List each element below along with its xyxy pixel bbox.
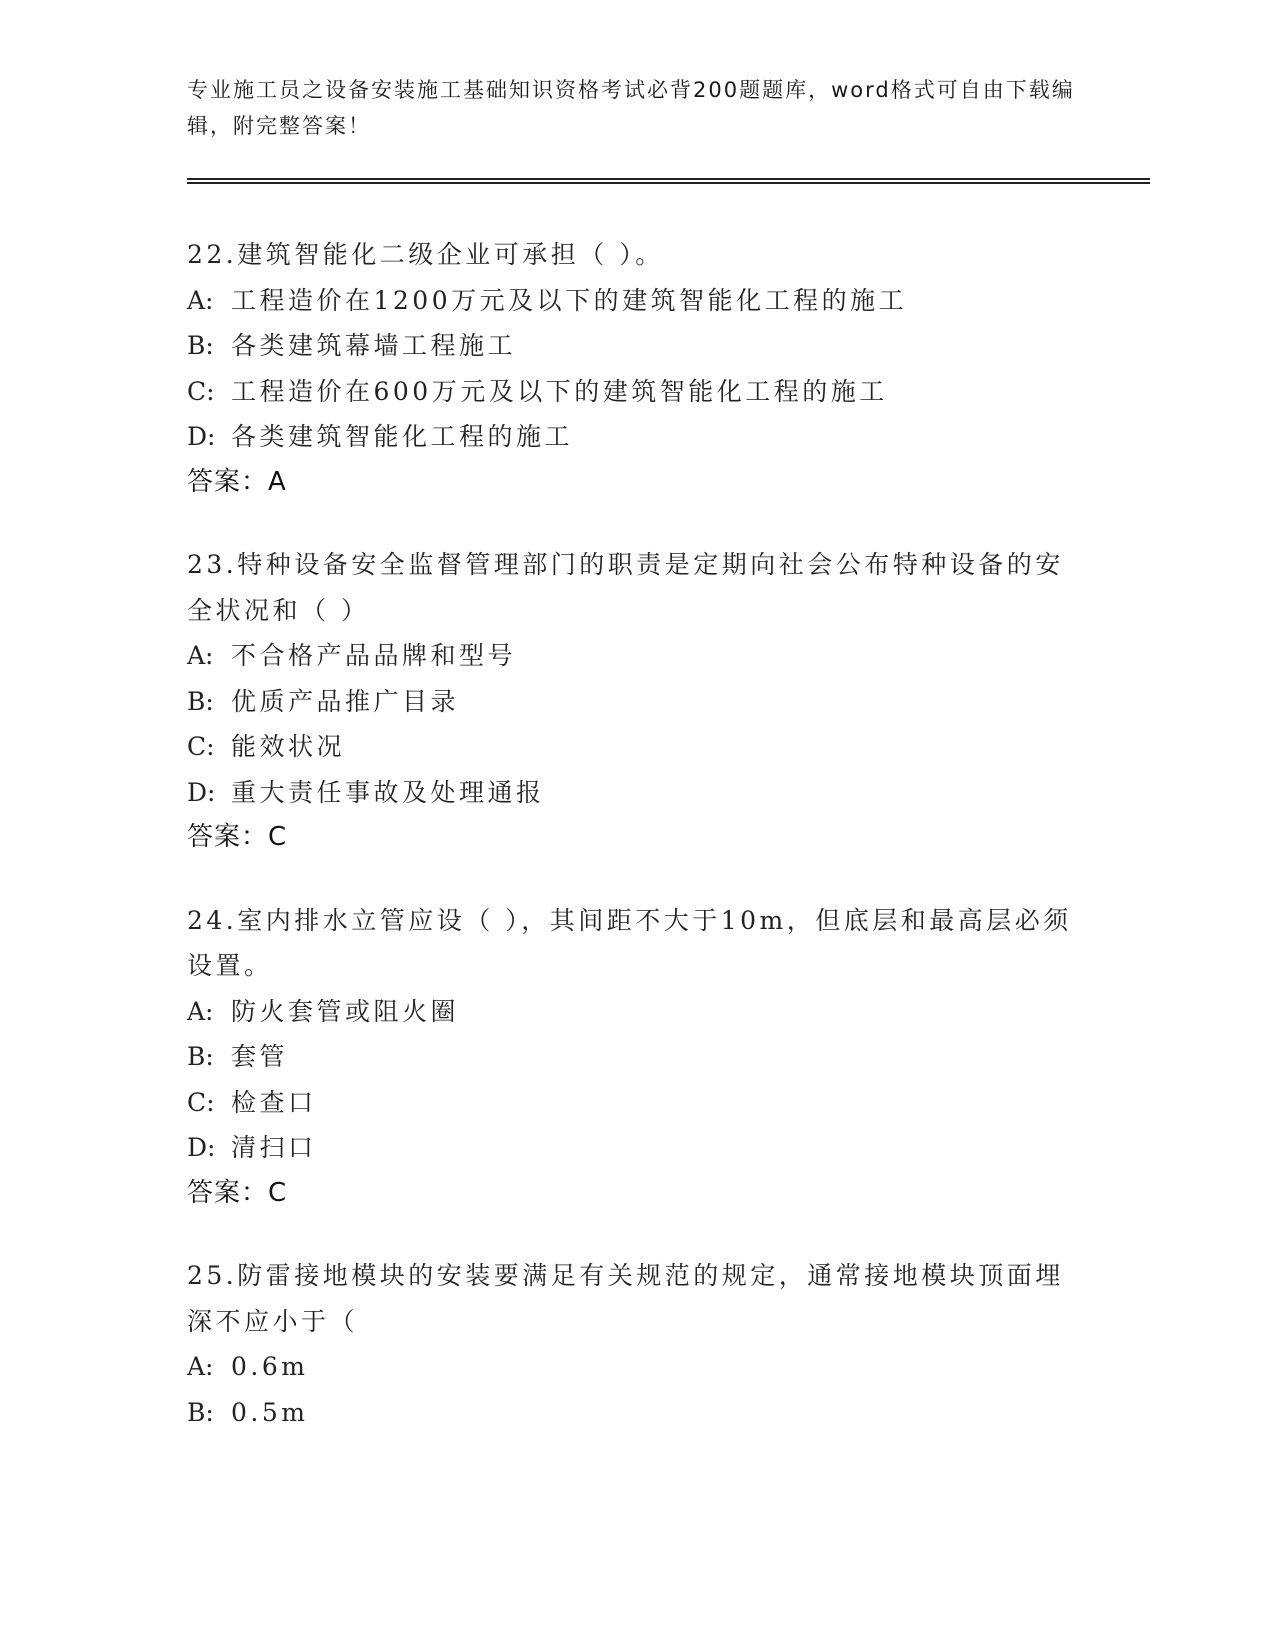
answer-option [187, 414, 1087, 460]
option-letter: C: [187, 1087, 215, 1117]
answer-option [187, 278, 1087, 324]
answer-option [187, 770, 1087, 816]
question-item [187, 232, 1087, 505]
question-stem: 25.防雷接地模块的安装要满足有关规范的规定，通常接地模块顶面埋深不应小于（ [187, 1261, 1064, 1336]
answer-option [187, 1344, 1087, 1390]
option-text: 优质产品推广目录 [231, 686, 460, 716]
answer-option [187, 369, 1087, 415]
answer-option [187, 724, 1087, 770]
answer-key: 答案：C [187, 1177, 288, 1208]
option-text: 能效状况 [231, 732, 346, 761]
answer-option [187, 1080, 1087, 1126]
option-text: 工程造价在1200万元及以下的建筑智能化工程的施工 [231, 285, 908, 315]
option-text: 重大责任事故及处理通报 [231, 777, 545, 807]
answer-option [187, 633, 1087, 679]
option-letter: C: [187, 732, 215, 761]
answer-option [187, 989, 1087, 1035]
option-letter: A: [187, 1352, 214, 1381]
option-letter: B: [187, 1397, 214, 1427]
question-item [187, 1253, 1087, 1435]
option-letter: D: [187, 422, 216, 451]
answer-option [187, 1034, 1087, 1080]
option-text: 检查口 [231, 1087, 317, 1117]
option-letter: B: [187, 331, 214, 360]
header-rule-bottom [187, 182, 1150, 184]
option-text: 套管 [231, 1042, 289, 1071]
option-text: 工程造价在600万元及以下的建筑智能化工程的施工 [231, 376, 888, 406]
option-letter: C: [187, 376, 215, 406]
answer-key: 答案：A [187, 466, 287, 497]
document-header: 专业施工员之设备安装施工基础知识资格考试必背200题题库，word格式可自由下载编辑，附完整答案！ [187, 78, 1075, 138]
option-letter: A: [187, 285, 214, 315]
question-item [187, 542, 1087, 861]
header-rule-top [187, 178, 1150, 180]
option-letter: D: [187, 1133, 216, 1162]
option-text: 0.6m [231, 1352, 309, 1381]
option-text: 防火套管或阻火圈 [231, 996, 460, 1026]
option-letter: A: [187, 996, 214, 1026]
question-item [187, 898, 1087, 1217]
question-stem: 24.室内排水立管应设（ ），其间距不大于10m，但底层和最高层必须设置。 [187, 905, 1072, 980]
option-letter: B: [187, 1042, 214, 1071]
option-text: 不合格产品品牌和型号 [231, 641, 517, 670]
option-text: 0.5m [231, 1397, 309, 1427]
question-stem: 22.建筑智能化二级企业可承担（ ）。 [187, 240, 664, 269]
answer-option [187, 1125, 1087, 1171]
answer-key: 答案：C [187, 822, 288, 852]
question-list [187, 232, 1087, 1472]
answer-option [187, 1390, 1087, 1436]
option-letter: D: [187, 777, 216, 807]
answer-option [187, 679, 1087, 725]
option-letter: A: [187, 641, 214, 670]
option-text: 清扫口 [231, 1133, 317, 1162]
answer-option [187, 323, 1087, 369]
option-text: 各类建筑智能化工程的施工 [231, 422, 574, 451]
option-letter: B: [187, 686, 214, 716]
question-stem: 23.特种设备安全监督管理部门的职责是定期向社会公布特种设备的安全状况和（ ） [187, 550, 1064, 625]
option-text: 各类建筑幕墙工程施工 [231, 331, 517, 360]
